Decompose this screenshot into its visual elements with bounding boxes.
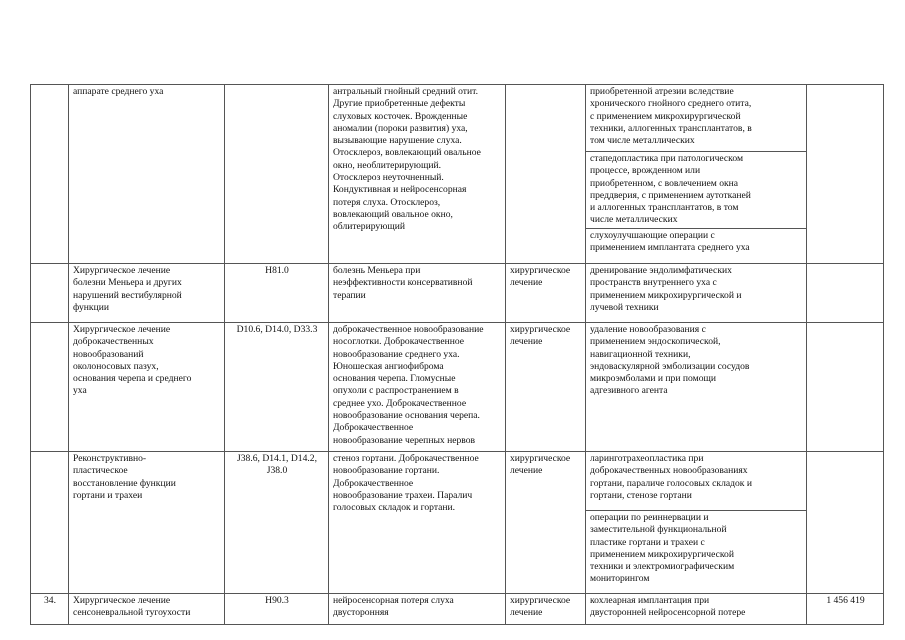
- text-line: навигационной техники,: [590, 348, 691, 360]
- text-line: вызывающие нарушение слуха.: [333, 135, 462, 147]
- text-line: аномалии (пороки развития) уха,: [333, 122, 468, 134]
- treatment-method-cell: [586, 85, 807, 264]
- treatment-type-cell: [506, 323, 586, 452]
- price-cell: [807, 264, 884, 323]
- text-line: J38.6, D14.1, D14.2,: [237, 453, 317, 464]
- table-row: [31, 264, 884, 323]
- text-line: двусторонней нейросенсорной потере: [590, 607, 746, 619]
- text-line: новообразований: [73, 348, 144, 360]
- text-line: голосовых складок и гортани.: [333, 502, 456, 514]
- diagnosis-cell: [329, 452, 506, 594]
- method-block: [586, 152, 806, 229]
- text-line: Юношеская ангиофиброма: [333, 360, 444, 372]
- diagnosis-cell: [329, 85, 506, 264]
- text-line: новообразование гортани.: [333, 465, 440, 477]
- text-line: гортани, параличе голосовых складок и: [590, 477, 752, 489]
- text-line: нейросенсорная потеря слуха: [333, 595, 454, 606]
- text-line: новообразование среднего уха.: [333, 348, 460, 360]
- text-line: слухоулучшающие операции с: [590, 230, 715, 241]
- treatment-type-cell: [506, 264, 586, 323]
- treatment-method-cell: [586, 264, 807, 323]
- text-line: J38.0: [266, 465, 288, 477]
- price-cell: [807, 85, 884, 264]
- care-profile-cell: [69, 452, 225, 594]
- text-line: с применением микрохирургической: [590, 110, 741, 122]
- text-line: доброкачественных: [73, 336, 154, 348]
- text-line: Отосклероз неуточненный.: [333, 172, 444, 184]
- treatment-method-cell: [586, 323, 807, 452]
- table-body: [31, 85, 884, 625]
- care-profile-cell: [69, 85, 225, 264]
- method-block: [586, 452, 806, 511]
- text-line: хирургическое: [510, 595, 571, 606]
- text-line: восстановление функции: [73, 477, 176, 489]
- text-line: Доброкачественное: [333, 477, 414, 489]
- text-line: облитерирующий: [333, 221, 406, 233]
- text-line: болезни Меньера и других: [73, 277, 182, 289]
- text-line: техники и электромиографическим: [590, 561, 735, 573]
- text-line: болезнь Меньера при: [333, 265, 421, 276]
- text-line: кохлеарная имплантация при: [590, 595, 710, 606]
- text-line: Другие приобретенные дефекты: [333, 98, 466, 110]
- text-line: среднее ухо. Доброкачественное: [333, 397, 467, 409]
- text-line: приобретенной атрезии вследствие: [590, 86, 734, 97]
- text-line: и аллогенных трансплантатов, в том: [590, 202, 739, 214]
- text-line: дренирование эндолимфатических: [590, 265, 732, 276]
- price-cell: [807, 452, 884, 594]
- price-cell: [807, 323, 884, 452]
- text-line: уха: [73, 385, 87, 397]
- row-number-cell: [31, 323, 69, 452]
- treatment-type-cell: [506, 452, 586, 594]
- text-line: аппарате среднего уха: [73, 86, 164, 97]
- table-row: [31, 452, 884, 594]
- care-profile-cell: [69, 264, 225, 323]
- text-line: хронического гнойного среднего отита,: [590, 98, 752, 110]
- text-line: нарушений вестибулярной: [73, 289, 182, 301]
- diagnosis-cell: [329, 264, 506, 323]
- care-profile-cell: [69, 323, 225, 452]
- text-line: Хирургическое лечение: [73, 595, 171, 606]
- text-line: D10.6, D14.0, D33.3: [236, 324, 318, 335]
- text-line: гортани, стенозе гортани: [590, 489, 692, 501]
- row-number-cell: [31, 594, 69, 625]
- text-line: функции: [73, 301, 109, 313]
- method-block: [586, 229, 806, 263]
- text-line: Отосклероз, вовлекающий овальное: [333, 147, 481, 159]
- text-line: пластическое: [73, 465, 128, 477]
- text-line: том числе металлических: [590, 135, 695, 147]
- text-line: двусторонняя: [333, 607, 389, 619]
- table-row: [31, 594, 884, 625]
- price-cell: [807, 594, 884, 625]
- text-line: эндоваскулярной эмболизации сосудов: [590, 360, 750, 372]
- icd-codes-cell: [225, 452, 329, 594]
- text-line: пространств внутреннего уха с: [590, 277, 717, 289]
- treatment-method-cell: [586, 452, 807, 594]
- text-line: приобретенном, с вовлечением окна: [590, 177, 739, 189]
- text-line: преддверия, с применением аутотканей: [590, 189, 751, 201]
- text-line: носоглотки. Доброкачественное: [333, 336, 465, 348]
- text-line: лечение: [510, 465, 543, 477]
- text-line: стапедопластика при патологическом: [590, 153, 744, 164]
- text-line: околоносовых пазух,: [73, 360, 159, 372]
- text-line: стеноз гортани. Доброкачественное: [333, 453, 479, 464]
- text-line: применением микрохирургической и: [590, 289, 742, 301]
- method-block: [586, 323, 806, 451]
- text-line: H81.0: [265, 265, 289, 276]
- text-line: лечение: [510, 336, 543, 348]
- text-line: окно, необлитерирующий.: [333, 159, 442, 171]
- row-number-cell: [31, 452, 69, 594]
- text-line: хирургическое: [510, 453, 571, 464]
- treatment-type-cell: [506, 85, 586, 264]
- text-line: Хирургическое лечение: [73, 265, 171, 276]
- text-line: терапии: [333, 289, 366, 301]
- text-line: лечение: [510, 277, 543, 289]
- text-line: техники, аллогенных трансплантатов, в: [590, 122, 752, 134]
- text-line: мониторингом: [590, 573, 650, 585]
- method-block: [586, 511, 806, 593]
- text-line: пластике гортани и трахеи с: [590, 536, 705, 548]
- text-line: удаление новообразования с: [590, 324, 706, 335]
- icd-codes-cell: [225, 323, 329, 452]
- text-line: новообразование черепных нервов: [333, 434, 476, 446]
- text-line: хирургическое: [510, 324, 571, 335]
- icd-codes-cell: [225, 594, 329, 625]
- text-line: лучевой техники: [590, 301, 659, 313]
- treatment-method-cell: [586, 594, 807, 625]
- diagnosis-cell: [329, 323, 506, 452]
- text-line: сенсоневральной тугоухости: [73, 607, 191, 619]
- row-number-cell: [31, 85, 69, 264]
- care-profile-cell: [69, 594, 225, 625]
- text-line: лечение: [510, 607, 543, 619]
- text-line: опухоли с распространением в: [333, 385, 459, 397]
- price-value: 1 456 419: [826, 595, 865, 606]
- text-line: H90.3: [265, 595, 289, 606]
- text-line: хирургическое: [510, 265, 571, 276]
- text-line: доброкачественное новообразование: [333, 324, 484, 335]
- text-line: заместительной функциональной: [590, 524, 727, 536]
- text-line: ларинготрахеопластика при: [590, 453, 704, 464]
- diagnosis-cell: [329, 594, 506, 625]
- text-line: доброкачественных новообразованиях: [590, 465, 748, 477]
- text-line: применением эндоскопической,: [590, 336, 721, 348]
- text-line: основания черепа и среднего: [73, 373, 192, 385]
- text-line: слуховых косточек. Врожденные: [333, 110, 468, 122]
- text-line: Кондуктивная и нейросенсорная: [333, 184, 467, 196]
- text-line: антральный гнойный средний отит.: [333, 86, 478, 97]
- text-line: Доброкачественное: [333, 422, 414, 434]
- text-line: гортани и трахеи: [73, 489, 143, 501]
- text-line: новообразование трахеи. Паралич: [333, 489, 473, 501]
- text-line: Реконструктивно-: [73, 453, 147, 464]
- text-line: основания черепа. Гломусные: [333, 373, 456, 385]
- text-line: новообразование основания черепа.: [333, 410, 480, 422]
- icd-codes-cell: [225, 264, 329, 323]
- text-line: адгезивного агента: [590, 385, 668, 397]
- method-block: [586, 594, 806, 624]
- treatment-type-cell: [506, 594, 586, 625]
- text-line: микроэмболами и при помощи: [590, 373, 717, 385]
- text-line: вовлекающий овальное окно,: [333, 208, 453, 220]
- text-line: числе металлических: [590, 214, 678, 226]
- row-number-cell: [31, 264, 69, 323]
- text-line: неэффективности консервативной: [333, 277, 473, 289]
- text-line: потеря слуха. Отосклероз,: [333, 196, 441, 208]
- icd-codes-cell: [225, 85, 329, 264]
- text-line: операции по реиннервации и: [590, 512, 709, 523]
- table-row: [31, 323, 884, 452]
- text-line: применением микрохирургической: [590, 548, 734, 560]
- text-line: Хирургическое лечение: [73, 324, 171, 335]
- text-line: применением имплантата среднего уха: [590, 242, 750, 254]
- method-block: [586, 85, 806, 152]
- table-row: [31, 85, 884, 264]
- row-number: 34.: [44, 595, 56, 606]
- text-line: процессе, врожденном или: [590, 165, 701, 177]
- method-block: [586, 264, 806, 322]
- medical-care-table: [30, 84, 884, 625]
